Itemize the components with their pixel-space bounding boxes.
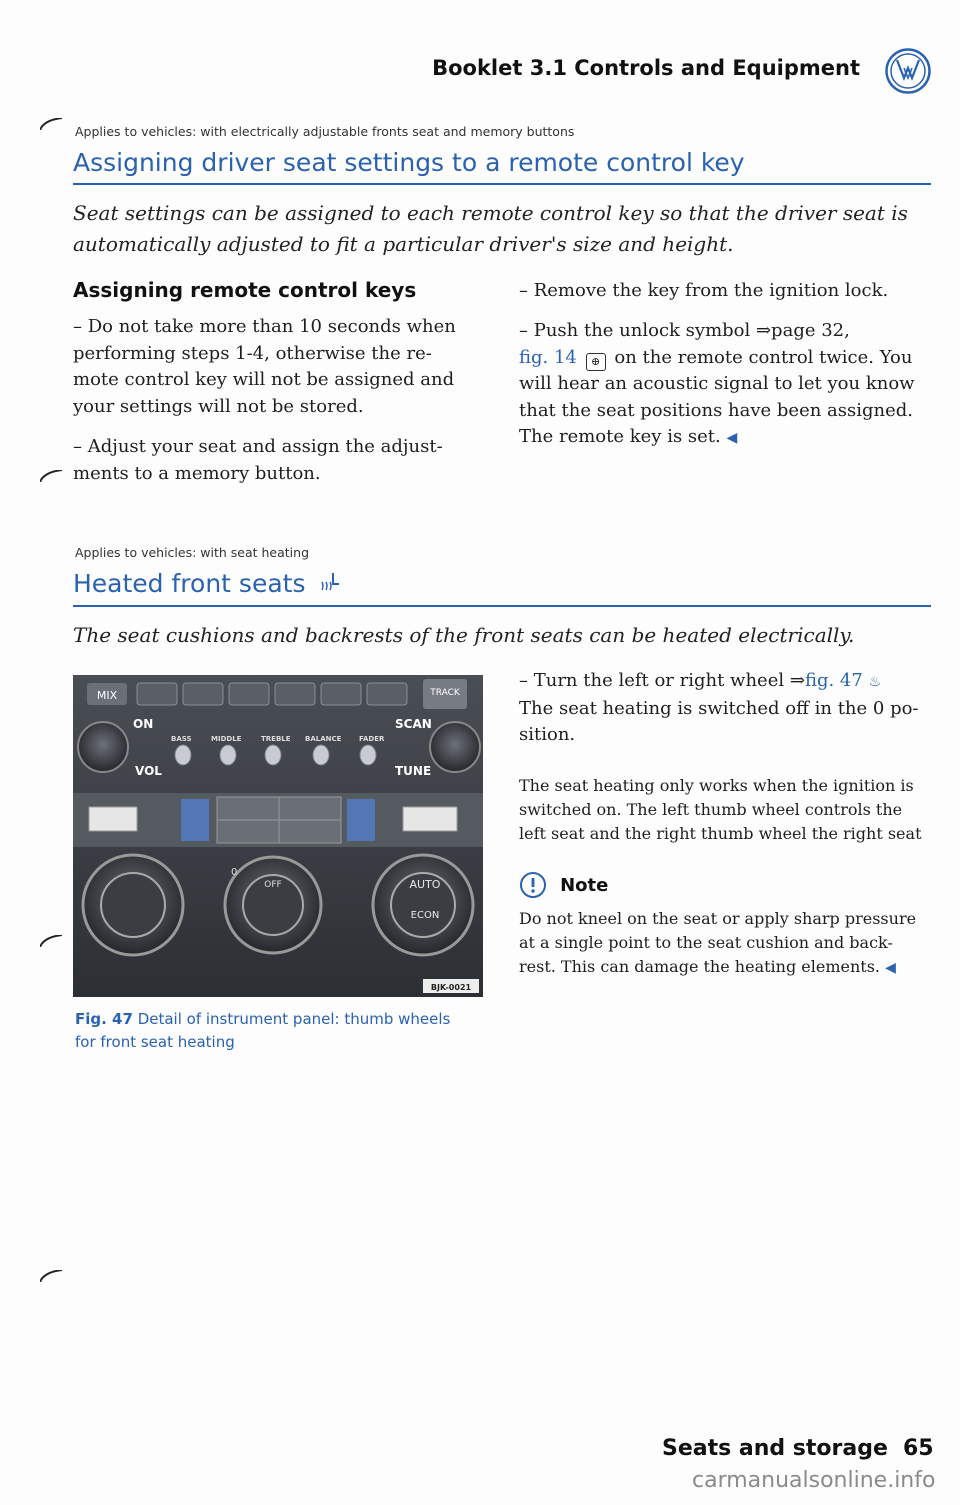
step-line: – Do not take more than 10 seconds when bbox=[73, 316, 456, 337]
volume-knob[interactable] bbox=[78, 722, 128, 772]
bass-button[interactable] bbox=[175, 745, 191, 765]
margin-mark bbox=[40, 470, 62, 482]
step-remove-key: – Remove the key from the ignition lock. bbox=[519, 280, 889, 301]
seat-heating-icon bbox=[319, 570, 343, 594]
step-adjust-seat bbox=[73, 434, 485, 487]
step-line: performing steps 1-4, otherwise the re- bbox=[73, 342, 432, 364]
step-line: your settings will not be stored. bbox=[73, 395, 364, 417]
step-line: sition. bbox=[519, 724, 576, 745]
margin-mark bbox=[40, 118, 62, 130]
step-line: will hear an acoustic signal to let you know bbox=[519, 373, 915, 394]
step-line: The seat heating is switched off in the 0 po- bbox=[519, 697, 919, 719]
middle-button[interactable] bbox=[220, 745, 236, 765]
vw-logo-icon bbox=[885, 48, 931, 94]
intro-line-1: Seat settings can be assigned to each remote control key so that the driver seat is bbox=[73, 201, 908, 225]
info-line: left seat and the right thumb wheel the right seat bbox=[519, 824, 922, 843]
note-line: at a single point to the seat cushion and back- bbox=[519, 933, 893, 952]
treble-button[interactable] bbox=[265, 745, 281, 765]
heading-heated-seats bbox=[73, 569, 343, 598]
booklet-title: Booklet 3.1 Controls and Equipment bbox=[432, 56, 860, 80]
info-line: The seat heating only works when the ignition is bbox=[519, 776, 914, 795]
scan-label: SCAN bbox=[395, 717, 432, 731]
step-line: that the seat positions have been assigned. bbox=[519, 399, 914, 421]
caption-line bbox=[75, 1008, 450, 1031]
tune-label: TUNE bbox=[395, 764, 432, 778]
mix-label: MIX bbox=[96, 689, 118, 702]
right-seat-wheel[interactable] bbox=[403, 807, 457, 831]
step-line: mote control key will not be assigned and bbox=[73, 369, 455, 390]
margin-mark bbox=[40, 1270, 62, 1282]
note-line bbox=[519, 955, 939, 980]
econ-label: ECON bbox=[410, 910, 440, 921]
intro-line-2: automatically adjusted to fit a particular driver's size and height. bbox=[73, 232, 734, 256]
step-line: – Push the unlock symbol ⇒page 32, bbox=[519, 320, 850, 341]
margin-mark bbox=[40, 935, 62, 947]
caution-circle-icon bbox=[519, 871, 547, 899]
left-seat-wheel[interactable] bbox=[89, 807, 137, 831]
on-label: ON bbox=[133, 717, 154, 731]
fader-button[interactable] bbox=[360, 745, 376, 765]
step-line bbox=[519, 424, 939, 452]
note-text bbox=[519, 907, 939, 980]
step-text: on the remote control twice. You bbox=[614, 346, 913, 368]
heading-rule bbox=[73, 605, 931, 607]
fig-14-link[interactable]: fig. 14 bbox=[519, 346, 577, 368]
step-push-unlock bbox=[519, 318, 939, 452]
note-line: Do not kneel on the seat or apply sharp pressure bbox=[519, 909, 917, 928]
step-line: – Adjust your seat and assign the adjust- bbox=[73, 436, 443, 457]
step-line: ments to a memory button. bbox=[73, 462, 321, 484]
balance-label: BALANCE bbox=[305, 735, 342, 743]
figure-caption bbox=[75, 1008, 450, 1054]
step-text: The remote key is set. bbox=[519, 426, 721, 447]
caption-line: for front seat heating bbox=[75, 1033, 235, 1051]
figure-code: BJK-0021 bbox=[430, 983, 472, 992]
balance-button[interactable] bbox=[313, 745, 329, 765]
footer-section: Seats and storage bbox=[662, 1436, 888, 1461]
note-title: Note bbox=[560, 874, 609, 896]
info-line: switched on. The left thumb wheel controls the bbox=[519, 800, 903, 819]
bass-label: BASS bbox=[171, 735, 192, 743]
step-turn-wheel bbox=[519, 668, 939, 749]
step-text: – Turn the left or right wheel ⇒ bbox=[519, 670, 805, 691]
caption-text: Detail of instrument panel: thumb wheels bbox=[137, 1010, 451, 1028]
tune-knob[interactable] bbox=[430, 722, 480, 772]
caption-number: Fig. 47 bbox=[75, 1010, 133, 1028]
applies-note-memory: Applies to vehicles: with electrically adjustable fronts seat and memory buttons bbox=[75, 124, 575, 139]
instrument-panel-figure bbox=[73, 675, 483, 997]
vol-label: VOL bbox=[135, 764, 162, 778]
heating-info bbox=[519, 774, 939, 846]
treble-label: TREBLE bbox=[261, 735, 291, 743]
track-label: TRACK bbox=[430, 688, 460, 698]
fig-47-link[interactable]: fig. 47 bbox=[804, 670, 863, 691]
heading-rule bbox=[73, 183, 931, 185]
end-of-section-icon: ◀ bbox=[885, 960, 896, 976]
fader-label: FADER bbox=[359, 735, 385, 743]
note-header bbox=[519, 871, 608, 899]
step-line bbox=[519, 668, 939, 696]
note-line-text: rest. This can damage the heating elements. bbox=[519, 957, 881, 976]
heating-intro: The seat cushions and backrests of the front seats can be heated electrically. bbox=[73, 623, 855, 647]
middle-label: MIDDLE bbox=[211, 735, 242, 743]
unlock-key-icon: ⊕ bbox=[586, 353, 606, 371]
left-heat-indicator bbox=[181, 799, 209, 841]
step-line bbox=[519, 345, 939, 372]
end-of-section-icon: ◀ bbox=[726, 430, 738, 446]
zero-label: 0 bbox=[231, 867, 238, 878]
auto-label: AUTO bbox=[409, 878, 441, 891]
seat-heating-small-icon: ♨ bbox=[868, 674, 882, 690]
heading-assign-seat-settings: Assigning driver seat settings to a remote control key bbox=[73, 148, 745, 177]
watermark: carmanualsonline.info bbox=[692, 1468, 936, 1493]
applies-note-heating: Applies to vehicles: with seat heating bbox=[75, 545, 310, 560]
page-number: 65 bbox=[903, 1436, 934, 1461]
heading-text: Heated front seats bbox=[73, 569, 306, 598]
step-time-limit bbox=[73, 314, 485, 420]
subheading-assign-keys: Assigning remote control keys bbox=[73, 278, 417, 302]
right-heat-indicator bbox=[347, 799, 375, 841]
off-label: OFF bbox=[264, 880, 282, 890]
